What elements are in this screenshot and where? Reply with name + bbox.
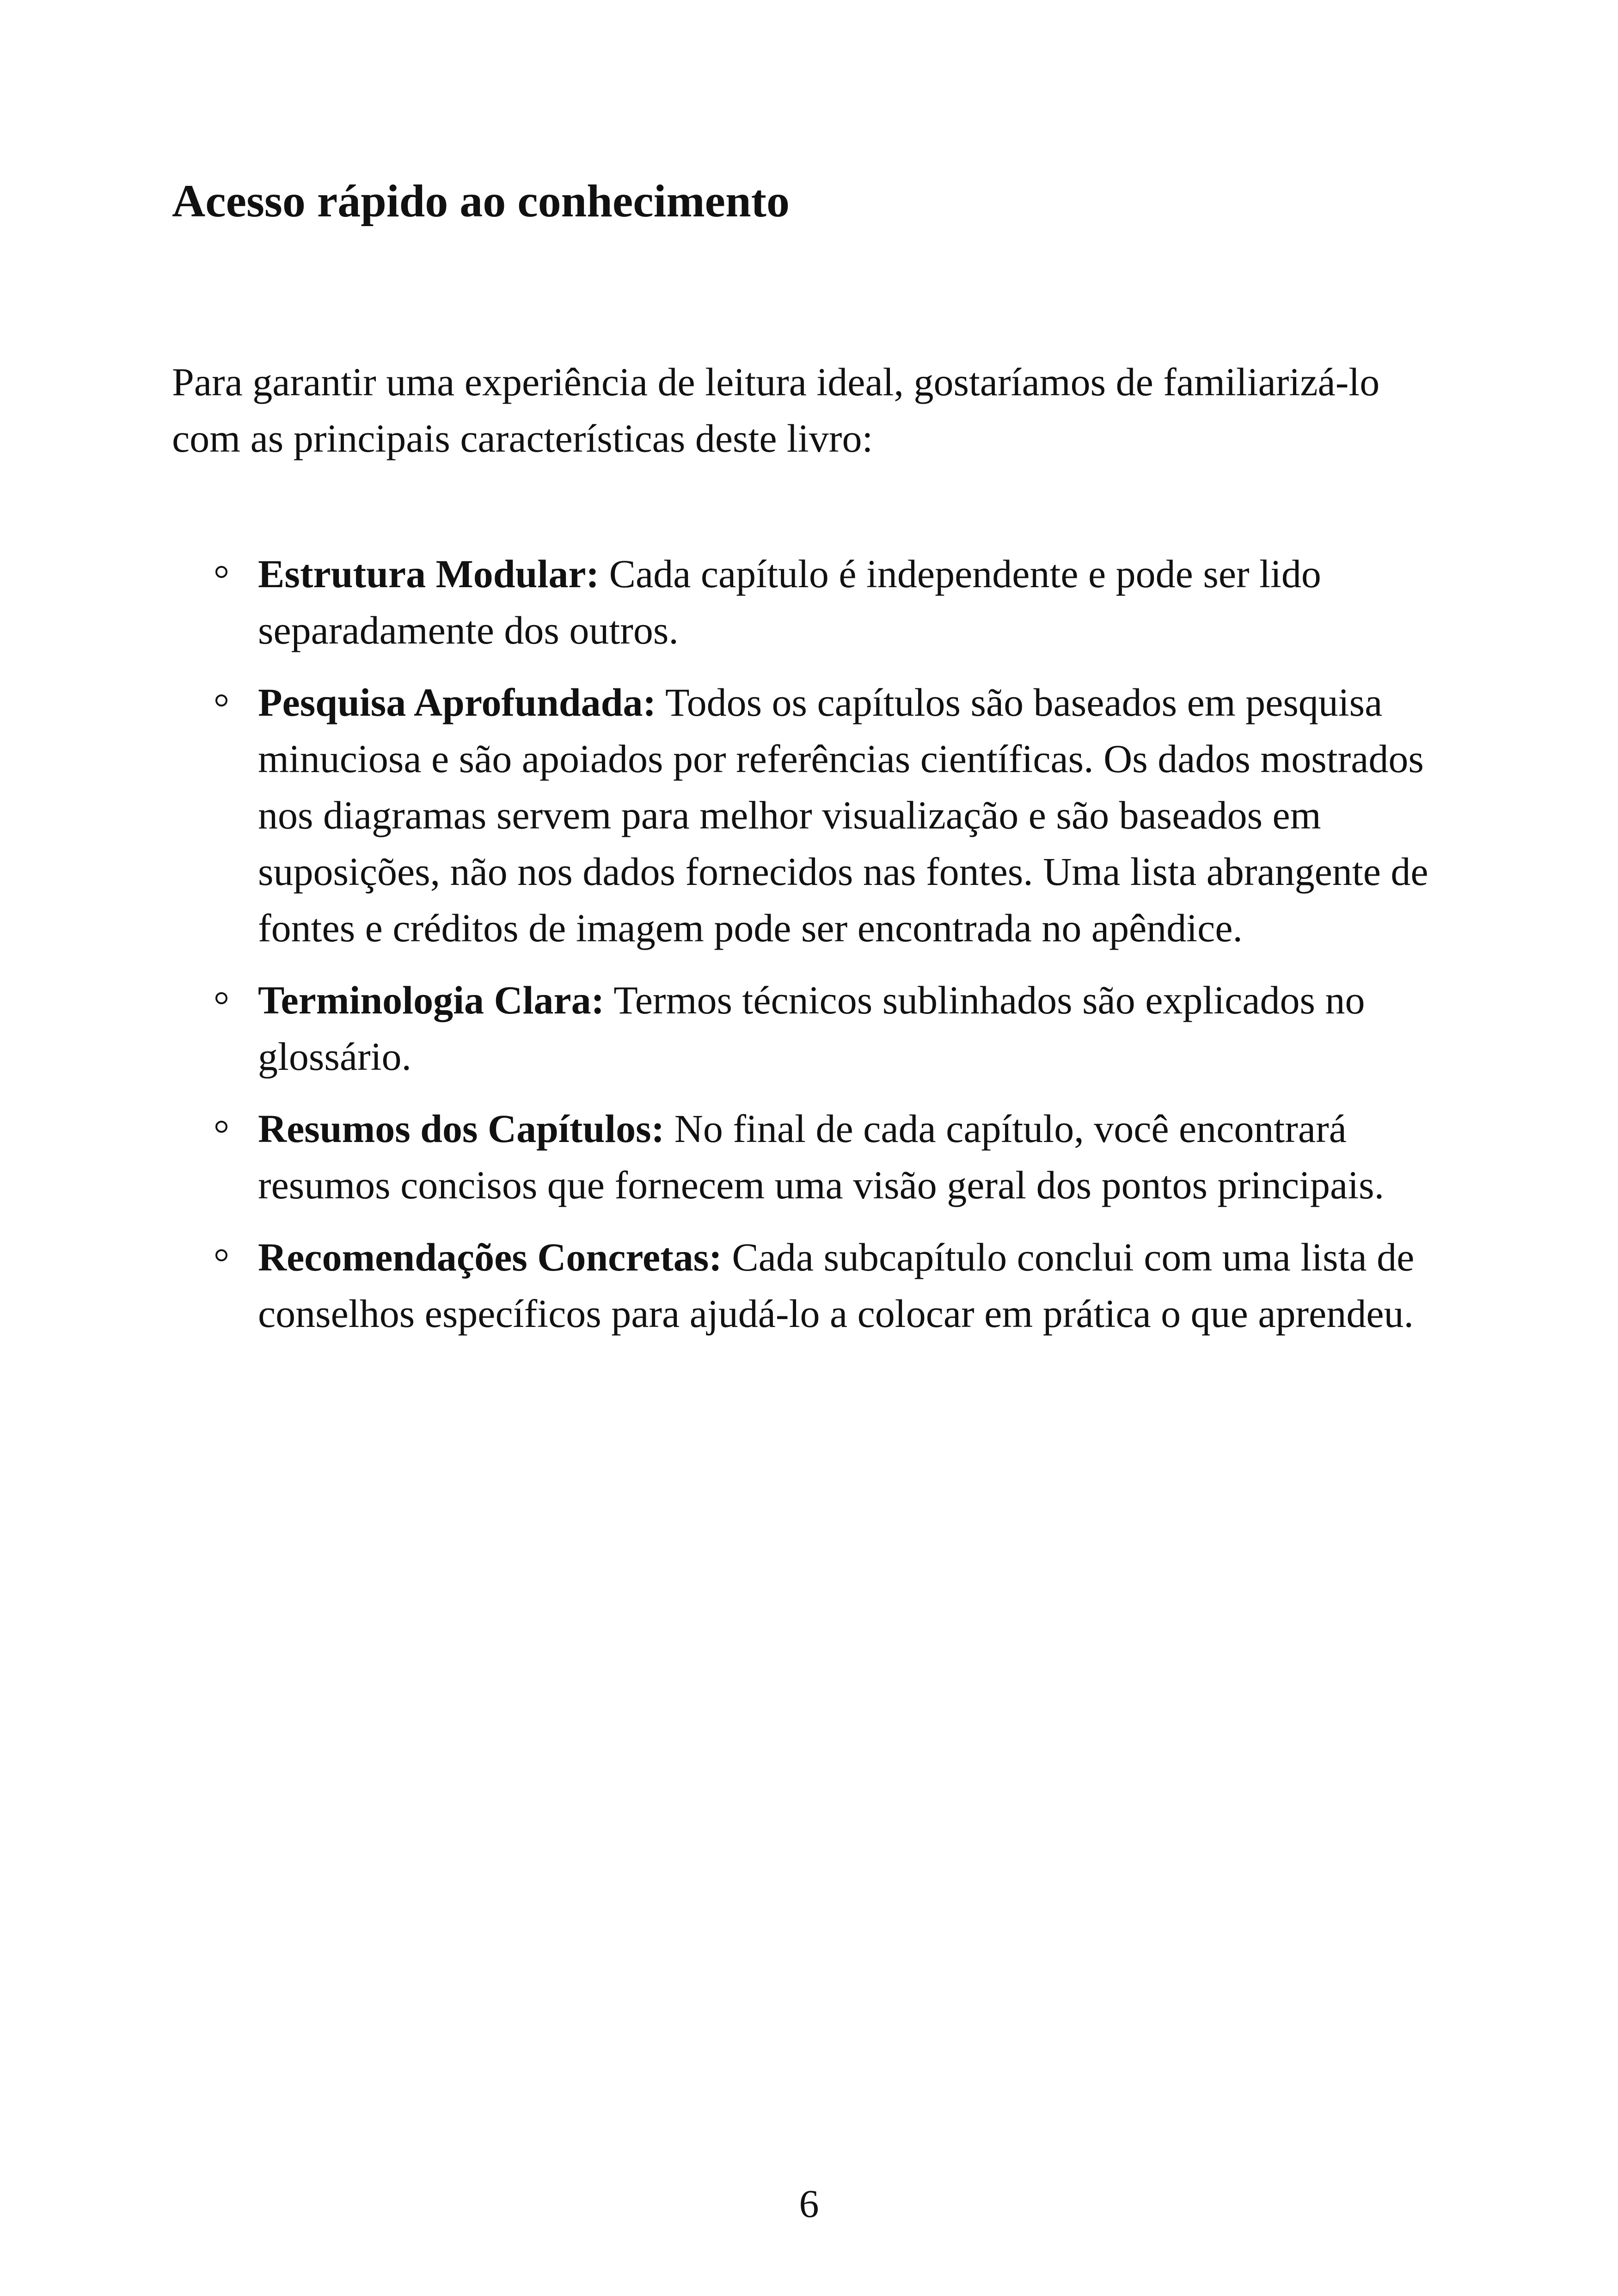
feature-item-in-depth-research xyxy=(172,674,1453,956)
hollow-circle-bullet-icon xyxy=(215,694,227,706)
page-number: 6 xyxy=(799,2181,819,2226)
feature-list xyxy=(172,546,1453,1357)
feature-text: Cada subcapítulo conclui com uma lista de conselhos específicos para ajudá-lo a colocar em prática o que aprendeu. xyxy=(258,1235,1415,1336)
hollow-circle-bullet-icon xyxy=(215,1249,227,1261)
hollow-circle-bullet-icon xyxy=(215,992,227,1004)
hollow-circle-bullet-icon xyxy=(215,1121,227,1133)
intro-paragraph: Para garantir uma experiência de leitura ideal, gostaríamos de familiarizá-lo com as principais características deste livro: xyxy=(172,360,1380,460)
feature-item-clear-terminology xyxy=(172,972,1453,1085)
feature-text: Termos técnicos sublinhados são explicados no glossário. xyxy=(258,978,1365,1079)
feature-item-chapter-summaries xyxy=(172,1100,1453,1213)
feature-term: Pesquisa Aprofundada: xyxy=(258,680,656,724)
feature-term: Recomendações Concretas: xyxy=(258,1235,722,1279)
feature-text: Todos os capítulos são baseados em pesquisa minuciosa e são apoiados por referências científicas. Os dados mostrados nos diagramas servem para melhor visualização e são baseados em suposições, não nos dados fornecidos nas fontes. Uma lista abrangente de fontes e créditos de imagem pode ser encontrada no apêndice. xyxy=(258,680,1428,950)
page-title: Acesso rápido ao conhecimento xyxy=(172,175,790,227)
feature-item-modular-structure xyxy=(172,546,1453,658)
feature-text: No final de cada capítulo, você encontrará resumos concisos que fornecem uma visão geral dos pontos principais. xyxy=(258,1106,1385,1207)
feature-item-concrete-recommendations xyxy=(172,1229,1453,1342)
feature-term: Resumos dos Capítulos: xyxy=(258,1106,665,1151)
feature-term: Terminologia Clara: xyxy=(258,978,605,1022)
feature-term: Estrutura Modular: xyxy=(258,552,600,596)
hollow-circle-bullet-icon xyxy=(215,566,227,578)
feature-text: Cada capítulo é independente e pode ser lido separadamente dos outros. xyxy=(258,552,1321,652)
